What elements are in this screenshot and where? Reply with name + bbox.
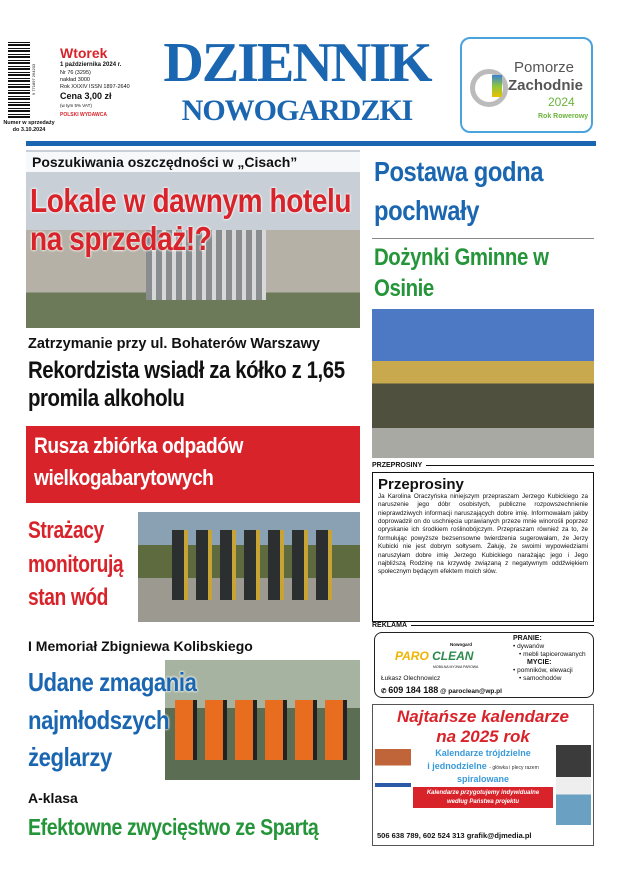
paroclean-logo	[395, 649, 473, 663]
ad-services	[513, 635, 586, 683]
story4-headline[interactable]: Strażacy monitorują stan wód	[28, 517, 124, 612]
sub2: i jednodzielne	[427, 761, 487, 772]
ad-town: Nowogard	[450, 642, 472, 647]
service-text: pomników, elewacji	[517, 667, 573, 675]
service-text: dywanów	[517, 643, 545, 651]
calendar-title1: Najtańsze kalendarze	[397, 707, 569, 726]
apology-body: Ja Karolina Oraczyńska niniejszym przepraszam Jerzego Kubickiego za naruszenie jego dóbr osobistych, publiczne rozpowszechnienie nieprawdziwych informacji naruszających dobre imię. Informowałam jakby doprowadził on do uschnięcia uprawianych przeze mnie winorośli poprzez opryskanie ich środkiem roślinobójczym. Przepraszam również za to, że formułując powyższe bezsensowne twierdzenia sugerowałam, że Jerzy Kubicki nie jest dobrym sołtysem. Żałuję, że swoimi wypowiedziami naruszyłam dobre imię Jerzego Kubickiego narażając jego i Jego najbliższą Rodzinę na krzywdę związaną z negatywnym oddźwiękiem społecznym będącym efektem moich słów.	[378, 493, 588, 576]
price: Cena 3,00 zł	[60, 91, 112, 102]
section-label: PRZEPROSINY	[372, 462, 423, 469]
harvest-festival-photo	[372, 309, 594, 458]
calendar-email[interactable]: grafik@djmedia.pl	[466, 831, 532, 840]
sub2-line	[413, 760, 553, 773]
service-heading: PRANIE:	[513, 635, 542, 642]
logo-line2: Zachodnie	[508, 77, 584, 94]
calendar-sample-right	[556, 745, 591, 825]
service-heading: MYCIE:	[527, 658, 552, 666]
ad-section	[372, 622, 594, 629]
paroclean-ad[interactable]	[374, 632, 594, 698]
section-label: REKLAMA	[372, 622, 407, 629]
service-text: samochodów	[523, 675, 562, 683]
story3-box[interactable]	[26, 426, 360, 503]
band1: Kalendarze przygotujemy indywidualne	[426, 790, 540, 797]
logo-line1: Pomorze	[514, 59, 575, 76]
ad-contact	[381, 685, 502, 695]
sub1: Kalendarze trójdzielne	[435, 748, 531, 758]
flag-icon	[492, 75, 502, 97]
service-item: • dywanów	[513, 643, 545, 651]
apology-section	[372, 462, 594, 469]
calendar-ad[interactable]	[372, 704, 594, 846]
service-text: mebli tapicerowanych	[523, 651, 586, 659]
firefighters-photo	[138, 512, 360, 622]
calendar-contact	[377, 831, 532, 840]
barcode-number: 9 771897 264203	[31, 63, 36, 95]
story2-headline[interactable]: Rekordzista wsiadł za kółko z 1,65 promila alkoholu	[28, 357, 345, 412]
on-sale-note: Numer w sprzedaży do 3.10.2024	[3, 120, 55, 134]
barcode	[8, 40, 30, 118]
ad-tagline: MOBILNA MYJNIA PAROWA	[433, 665, 479, 669]
story5-headline[interactable]: Udane zmagania najmłodszych żeglarzy	[28, 667, 197, 773]
apology-box	[372, 472, 594, 622]
figures	[172, 530, 332, 600]
story5-kicker[interactable]: I Memoriał Zbigniewa Kolibskiego	[28, 638, 253, 654]
email-icon: @	[440, 688, 449, 695]
brand1: PARO	[395, 649, 429, 663]
service-item: • samochodów	[519, 675, 562, 683]
calendar-title2: na 2025 rok	[436, 727, 530, 746]
story1-headline[interactable]: Lokale w dawnym hotelu na sprzedaż!?	[30, 182, 352, 257]
bike-icon	[470, 69, 508, 107]
calendar-subtitle	[413, 747, 553, 786]
circulation: nakład 3000	[60, 77, 90, 84]
date: 1 października 2024 r.	[60, 62, 122, 69]
band2: według Państwa projektu	[446, 798, 519, 805]
day: Wtorek	[60, 45, 108, 61]
calendar-phones[interactable]: 506 638 789, 602 524 313	[377, 831, 465, 840]
brand2: CLEAN	[432, 649, 474, 663]
phone-icon: ✆	[381, 688, 389, 695]
title-line1: DZIENNIK	[163, 32, 431, 94]
right-story2-headline[interactable]: Dożynki Gminne w Osinie	[374, 244, 549, 302]
vat: (w tym 5% VAT)	[60, 103, 92, 109]
ad-phone[interactable]: 609 184 188	[388, 685, 439, 695]
story2-kicker[interactable]: Zatrzymanie przy ul. Bohaterów Warszawy	[28, 336, 320, 352]
logo-year: 2024	[548, 95, 575, 109]
divider	[372, 238, 594, 239]
masthead-title	[140, 32, 454, 128]
service-item: • mebli tapicerowanych	[519, 651, 586, 659]
masthead-rule	[26, 141, 596, 146]
calendar-sample-left	[375, 749, 411, 825]
issue-number: Nr 76 (3295)	[60, 69, 91, 76]
cycling-year-logo	[460, 37, 593, 133]
sub3: spiralowane	[456, 774, 510, 785]
calendar-band	[413, 787, 553, 808]
story6-kicker[interactable]: A-klasa	[28, 790, 78, 806]
ad-owner: Łukasz Olechnowicz	[381, 675, 441, 682]
service-item: • pomników, elewacji	[513, 667, 573, 675]
logo-line3: Rok Rowerowy	[538, 113, 589, 120]
right-story1-headline[interactable]: Postawa godna pochwały	[374, 156, 544, 227]
title-line2: NOWOGARDZKI	[181, 94, 413, 127]
issue-info	[60, 44, 130, 118]
issn: Rok XXXIV ISSN 1897-2640	[60, 84, 130, 91]
ad-email[interactable]: paroclean@wp.pl	[448, 688, 502, 695]
story6-headline[interactable]: Efektowne zwycięstwo ze Spartą	[28, 814, 319, 840]
apology-title: Przeprosiny	[378, 476, 464, 493]
publisher: POLSKI WYDAWCA	[60, 111, 107, 118]
story3-headline: Rusza zbiórka odpadów wielkogabarytowych	[34, 433, 243, 490]
story1-kicker[interactable]: Poszukiwania oszczędności w „Cisach”	[26, 152, 360, 172]
sub2-note: - główka i plecy razem	[489, 765, 539, 772]
